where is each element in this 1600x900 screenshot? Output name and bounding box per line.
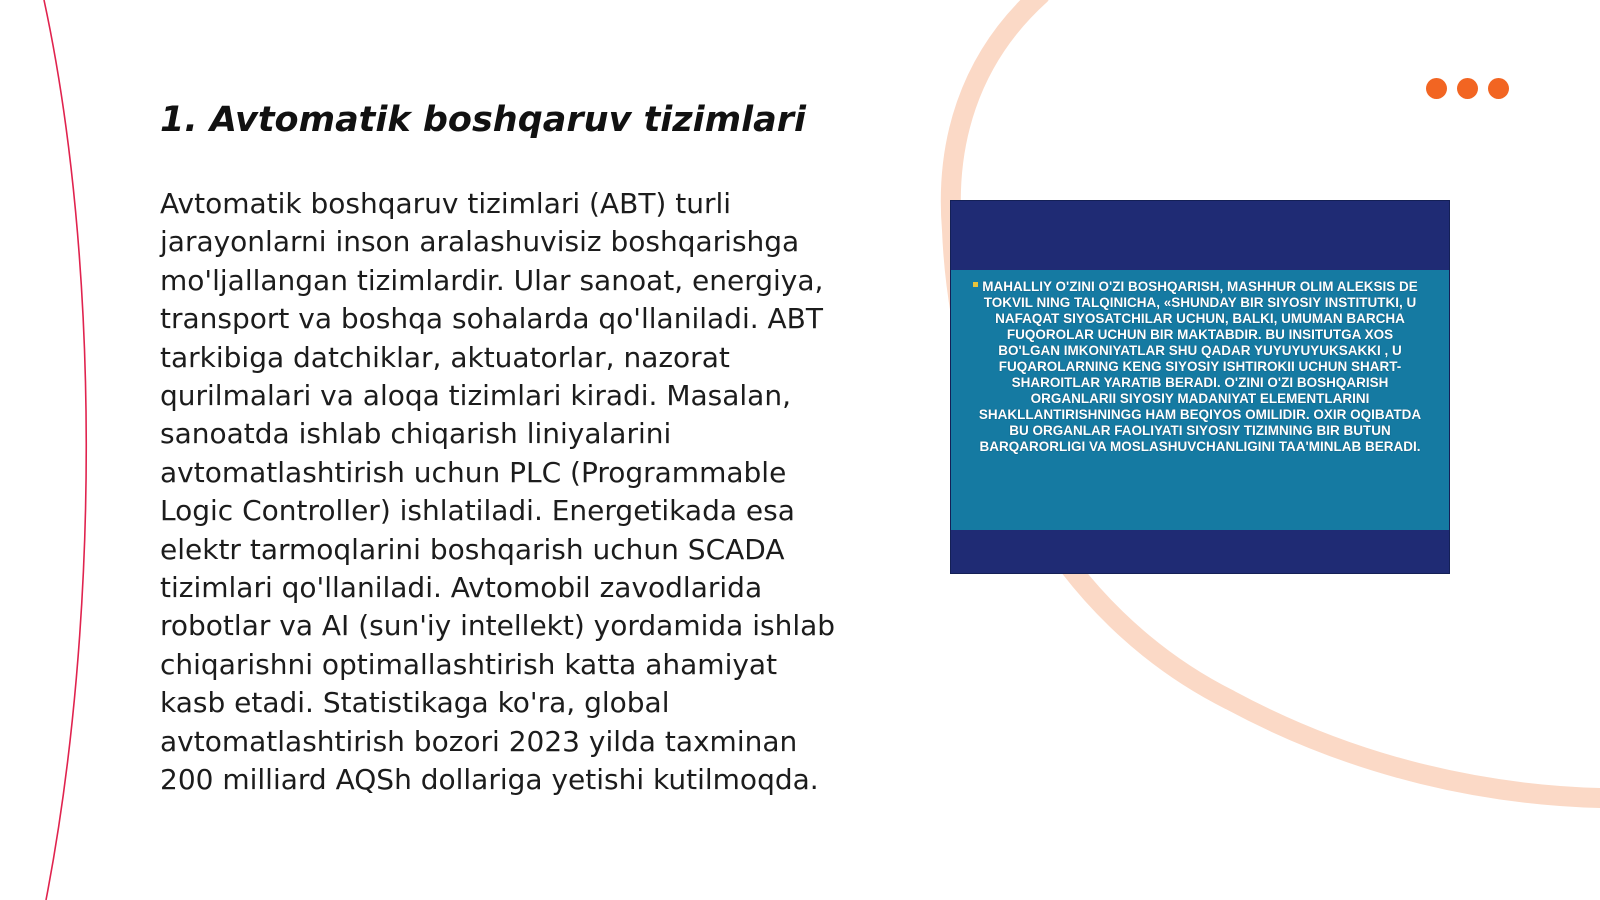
quote-panel [951, 270, 1449, 530]
slide-title: 1. Avtomatik boshqaruv tizimlari [160, 100, 807, 140]
quote-image [950, 200, 1450, 574]
dots-decoration [1426, 78, 1509, 99]
slide-body-text: Avtomatik boshqaruv tizimlari (ABT) turli jarayonlarni inson aralashuvisiz boshqarishga mo'ljallangan tizimlardir. Ular sanoat, energiya, transport va boshqa sohalarda qo'llaniladi. ABT tarkibiga datchiklar, aktuatorlar, nazorat qurilmalari va aloqa tizimlari kiradi. Masalan, sanoatda ishlab chiqarish liniyalarini avtomatlashtirish uchun PLC (Programmable Logic Controller) ishlatiladi. Energetikada esa elektr tarmoqlarini boshqarish uchun SCADA tizimlari qo'llaniladi. Avtomobil zavodlarida robotlar va AI (sun'iy intellekt) yordamida ishlab chiqarishni optimallashtirish katta ahamiyat kasb etadi. Statistikaga ko'ra, global avtomatlashtirish bozori 2023 yilda taxminan 200 milliard AQSh dollariga yetishi kutilmoqda. [160, 187, 836, 797]
orange-dot [1426, 78, 1447, 99]
orange-dot [1488, 78, 1509, 99]
quote-text: MAHALLIY O'ZINI O'ZI BOSHQARISH, MASHHUR OLIM ALEKSIS DE TOKVIL NING TALQINICHA, «SHUNDAY BIR SIYOSIY INSTITUTKI, U NAFAQAT SIYOSATCHILAR UCHUN, BALKI, UMUMAN BARCHA FUQOROLAR UCHUN BIR MAKTABDIR. BU INSITUTGA XOS BO'LGAN IMKONIYATLAR SHU QADAR YUYUYUYUKSAKKI , U FUQAROLARNING KENG SIYOSIY ISHTIROKII UCHUN SHART-SHAROITLAR YARATIB BERADI. O'ZINI O'ZI BOSHQARISH ORGANLARII SIYOSIY MADANIYAT ELEMENTLARINI SHAKLLANTIRISHNINGG HAM BEQIYOS OMILIDIR. OXIR OQIBATDA BU ORGANLAR FAOLIYATI SIYOSIY TIZIMNING BIR BUTUN BARQARORLIGI VA MOSLASHUVCHANLIGINI TAA'MINLAB BERADI. [978, 279, 1422, 454]
orange-dot [1457, 78, 1478, 99]
left-curve-line [44, 0, 86, 900]
